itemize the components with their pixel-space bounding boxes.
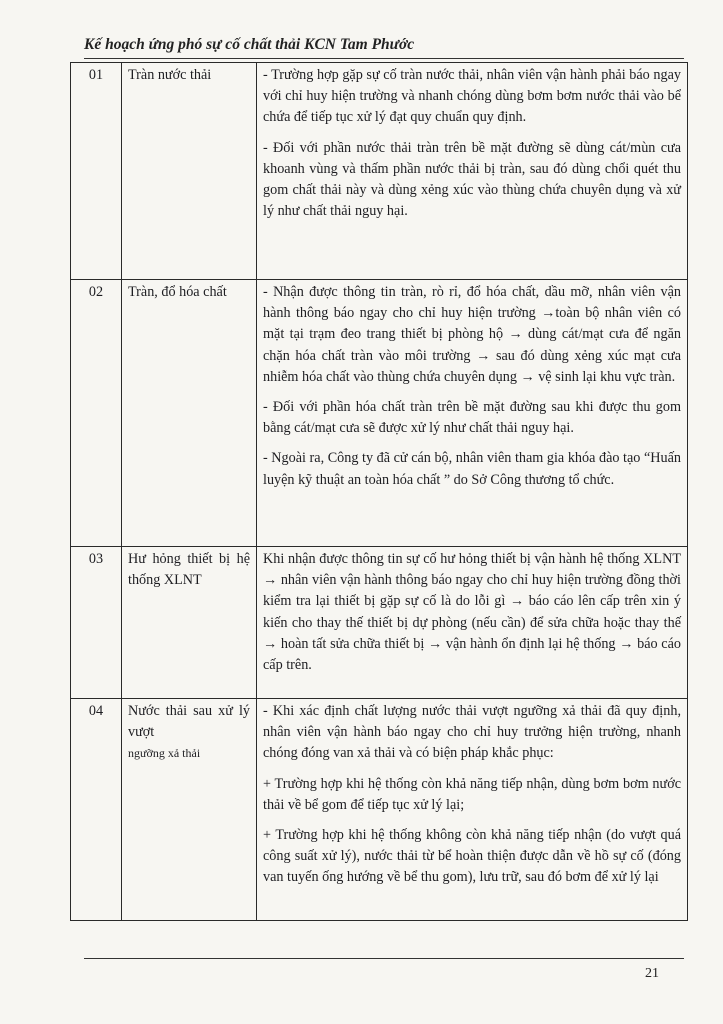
row-number: 04 bbox=[71, 699, 122, 921]
header-divider bbox=[84, 58, 684, 59]
row-number: 03 bbox=[71, 547, 122, 699]
response-paragraph: + Trường hợp khi hệ thống không còn khả năng tiếp nhận (do vượt quá công suất xử lý), nước thải từ bể hoàn thiện được dẫn về hồ sự cố (đóng van tuyến ống hướng về bể thu gom), lưu trữ, sau đó bơm để xử lý lại bbox=[263, 827, 681, 886]
incident-name-main: Nước thải sau xử lý vượt bbox=[128, 703, 250, 741]
incident-name bbox=[122, 699, 257, 921]
footer-divider bbox=[84, 958, 684, 959]
response-paragraph: Khi nhận được thông tin sự cố hư hỏng thiết bị vận hành hệ thống XLNT → nhân viên vận hành thông báo ngay cho chỉ huy hiện trường đồng thời kiểm tra lại thiết bị gặp sự cố là do lỗi gì → báo cáo lên cấp trên xin ý kiến cho thay thế thiết bị dự phòng (nếu cần) để sửa chữa hoặc thay thế → hoàn tất sửa chữa thiết bị → vận hành ổn định lại hệ thống → báo cáo cấp trên. bbox=[263, 551, 681, 674]
table-row bbox=[71, 280, 688, 547]
response-paragraph: - Ngoài ra, Công ty đã cử cán bộ, nhân viên tham gia khóa đào tạo “Huấn luyện kỹ thuật an toàn hóa chất ” do Sở Công thương tổ chức. bbox=[263, 450, 681, 488]
table-row bbox=[71, 547, 688, 699]
incident-name-continued: ngưỡng xả thải bbox=[128, 746, 201, 761]
document-header-title: Kế hoạch ứng phó sự cố chất thải KCN Tam Phước bbox=[84, 36, 415, 53]
page-number: 21 bbox=[645, 966, 659, 981]
response-description bbox=[257, 63, 688, 280]
row-number: 02 bbox=[71, 280, 122, 547]
response-paragraph: - Đối với phần hóa chất tràn trên bề mặt đường sau khi được thu gom bằng cát/mạt cưa sẽ được xử lý như chất thải nguy hại. bbox=[263, 399, 681, 437]
table-row bbox=[71, 63, 688, 280]
response-paragraph: - Nhận được thông tin tràn, rò rỉ, đổ hóa chất, dầu mỡ, nhân viên vận hành thông báo ngay cho chỉ huy hiện trường →toàn bộ nhân viên có mặt tại trạm đeo trang thiết bị phòng hộ → dùng cát/mạt cưa để ngăn chặn hóa chất tràn vào môi trường → sau đó dùng xẻng xúc mạt cưa nhiễm hóa chất vào thùng chứa chuyên dụng → vệ sinh lại khu vực tràn. bbox=[263, 284, 681, 385]
response-paragraph: + Trường hợp khi hệ thống còn khả năng tiếp nhận, dùng bơm bơm nước thải về bể gom để tiếp tục xử lý lại; bbox=[263, 775, 681, 813]
response-paragraph: - Khi xác định chất lượng nước thải vượt ngưỡng xả thải đã quy định, nhân viên vận hành báo ngay cho chỉ huy trưởng hiện trường, nhanh chóng đóng van xả thải và có biện pháp khắc phục: bbox=[263, 703, 681, 762]
row-number: 01 bbox=[71, 63, 122, 280]
response-description bbox=[257, 280, 688, 547]
incident-name: Tràn nước thải bbox=[122, 63, 257, 280]
incident-response-table bbox=[70, 62, 688, 921]
response-paragraph: - Đối với phần nước thải tràn trên bề mặt đường sẽ dùng cát/mùn cưa khoanh vùng và thấm phần nước thải bị tràn, sau đó dùng chổi quét thu gom chất thải này và dùng xẻng xúc vào thùng chứa chuyên dụng và xử lý như chất thải nguy hại. bbox=[263, 139, 681, 220]
response-paragraph: - Trường hợp gặp sự cố tràn nước thải, nhân viên vận hành phải báo ngay với chỉ huy hiện trường và nhanh chóng dùng bơm bơm nước thải vào bể chứa để tiếp tục xử lý đạt quy chuẩn quy định. bbox=[263, 67, 681, 126]
table-row bbox=[71, 699, 688, 921]
response-description bbox=[257, 547, 688, 699]
incident-name: Tràn, đổ hóa chất bbox=[122, 280, 257, 547]
response-description bbox=[257, 699, 688, 921]
incident-name: Hư hỏng thiết bị hệ thống XLNT bbox=[122, 547, 257, 699]
